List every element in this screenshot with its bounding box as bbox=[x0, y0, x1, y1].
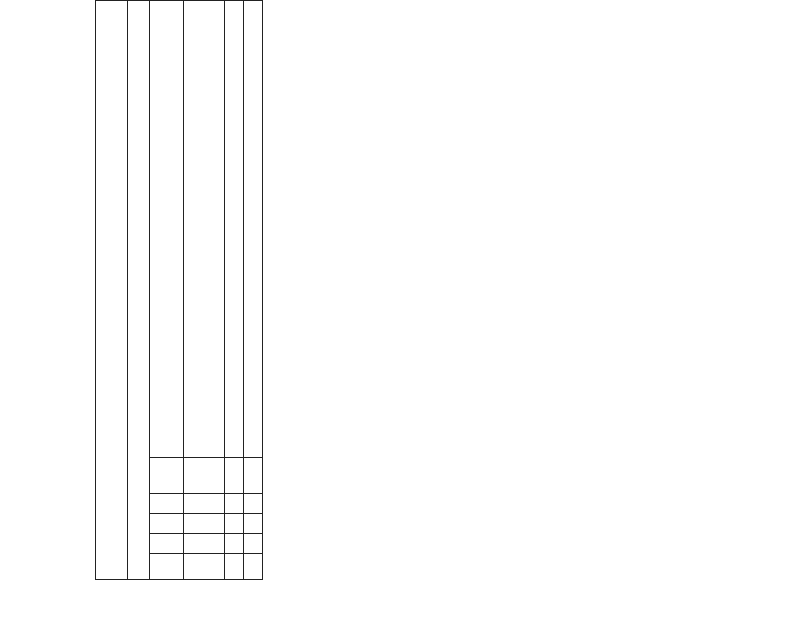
check-box[interactable] bbox=[184, 554, 225, 580]
check-box[interactable] bbox=[184, 494, 225, 514]
blank-row bbox=[225, 1, 244, 580]
check-box[interactable] bbox=[150, 554, 184, 580]
apparent-violation-cell bbox=[150, 1, 184, 458]
blank-row bbox=[244, 1, 263, 580]
checklist-table bbox=[95, 0, 263, 580]
check-box[interactable] bbox=[150, 534, 184, 554]
check-box[interactable] bbox=[184, 534, 225, 554]
check-box[interactable] bbox=[150, 514, 184, 534]
item-number bbox=[150, 458, 184, 494]
item-number bbox=[184, 458, 225, 494]
other-requirements-title bbox=[128, 1, 150, 580]
other-label bbox=[184, 1, 225, 458]
check-box[interactable] bbox=[150, 494, 184, 514]
other-requirements-band bbox=[128, 1, 150, 580]
check-box[interactable] bbox=[184, 514, 225, 534]
row-16 bbox=[184, 1, 225, 580]
row-15 bbox=[150, 1, 184, 580]
section-header-row bbox=[96, 1, 128, 580]
